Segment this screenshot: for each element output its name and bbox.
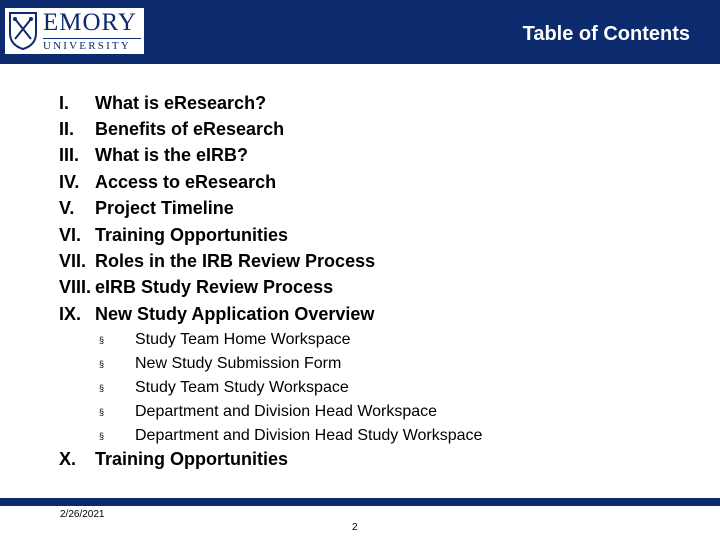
toc-number: X. xyxy=(59,448,77,469)
toc-number: VII. xyxy=(59,251,87,272)
subitem xyxy=(99,424,482,448)
toc-label: Roles in the IRB Review Process xyxy=(95,251,376,272)
toc-number: IX. xyxy=(59,303,82,324)
logo-text-main: EMORY xyxy=(43,9,137,36)
toc-item xyxy=(59,169,375,195)
toc-item xyxy=(59,222,375,248)
shield-crest-icon xyxy=(8,11,38,51)
toc-label: Training Opportunities xyxy=(95,448,288,469)
subitem-label: Study Team Study Workspace xyxy=(135,379,349,396)
subitem xyxy=(99,328,482,352)
page-number: 2 xyxy=(352,522,358,533)
subitem-list xyxy=(99,328,482,448)
toc-number: I. xyxy=(59,92,70,113)
toc-number: VIII. xyxy=(59,277,92,298)
bullet-icon: § xyxy=(99,431,105,441)
toc-label: eIRB Study Review Process xyxy=(95,277,334,298)
toc-label: Training Opportunities xyxy=(95,224,288,245)
toc-number: III. xyxy=(59,145,80,166)
toc-number: IV. xyxy=(59,171,80,192)
toc-number: II. xyxy=(59,119,75,140)
toc-item xyxy=(59,275,375,301)
toc-item xyxy=(59,196,375,222)
toc-label: What is the eIRB? xyxy=(95,145,249,166)
subitem xyxy=(99,400,482,424)
footer-bar xyxy=(0,498,720,506)
bullet-icon: § xyxy=(99,383,105,393)
subitem-label: New Study Submission Form xyxy=(135,355,342,372)
subitem-label: Department and Division Head Study Workspace xyxy=(135,427,483,444)
toc-item xyxy=(59,143,375,169)
logo-divider xyxy=(43,38,141,39)
toc-label: Access to eResearch xyxy=(95,171,277,192)
toc-label: Project Timeline xyxy=(95,198,234,219)
header-bar xyxy=(0,0,720,64)
toc-item xyxy=(59,90,375,116)
toc-label: New Study Application Overview xyxy=(95,303,375,324)
subitem xyxy=(99,376,482,400)
toc-item xyxy=(59,116,375,142)
slide-title: Table of Contents xyxy=(522,23,690,45)
subitem xyxy=(99,352,482,376)
toc-label: What is eResearch? xyxy=(95,92,267,113)
bullet-icon: § xyxy=(99,407,105,417)
toc-item xyxy=(59,248,375,274)
footer-date: 2/26/2021 xyxy=(60,509,105,520)
logo-text-sub: UNIVERSITY xyxy=(43,40,131,52)
toc-list xyxy=(59,90,375,328)
bullet-icon: § xyxy=(99,335,105,345)
subitem-label: Study Team Home Workspace xyxy=(135,331,351,348)
toc-label: Benefits of eResearch xyxy=(95,119,285,140)
emory-logo xyxy=(4,7,145,55)
toc-number: V. xyxy=(59,198,75,219)
toc-number: VI. xyxy=(59,224,82,245)
bullet-icon: § xyxy=(99,359,105,369)
toc-item-last xyxy=(59,446,288,472)
subitem-label: Department and Division Head Workspace xyxy=(135,403,438,420)
toc-item xyxy=(59,301,375,327)
